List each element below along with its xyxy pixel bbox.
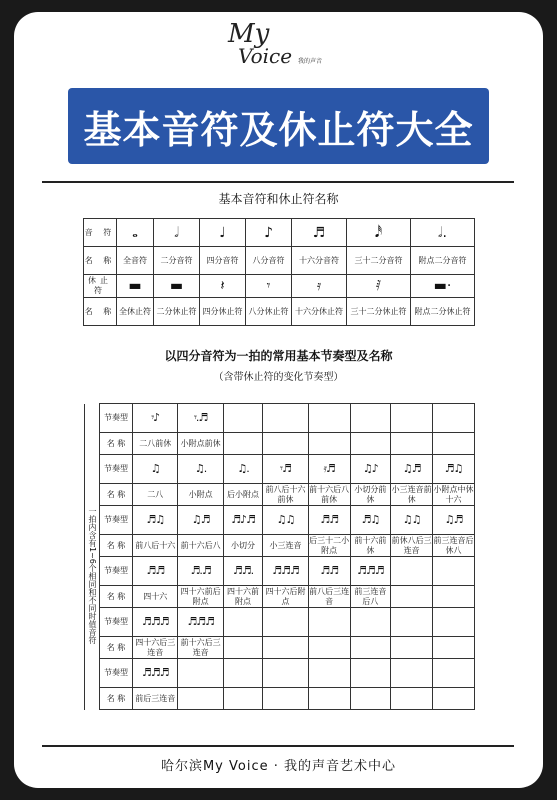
note-name: 十六分音符 bbox=[292, 247, 347, 275]
section1-title: 基本音符和休止符名称 bbox=[218, 192, 339, 206]
rhythm-name-cell: 前后三连音 bbox=[133, 688, 178, 710]
rhythm-name-cell bbox=[433, 586, 475, 608]
note-name: 二分音符 bbox=[154, 247, 200, 275]
rhythm-name-cell: 前三连音后八 bbox=[350, 586, 391, 608]
note-symbol: 𝅘𝅥𝅰 bbox=[347, 219, 411, 247]
rhythm-cell: ♬♫ bbox=[350, 506, 391, 535]
rhythm-name-cell bbox=[308, 637, 350, 659]
rhythm-cell bbox=[391, 404, 433, 433]
rhythm-name-cell: 前三连音后休八 bbox=[433, 535, 474, 555]
rhythm-name-cell bbox=[433, 688, 475, 710]
rhythm-cell bbox=[433, 557, 475, 586]
name-row bbox=[85, 586, 475, 608]
name-row bbox=[85, 535, 475, 557]
rhythm-name-cell bbox=[391, 688, 433, 710]
rhythm-cell: ♫♫ bbox=[263, 506, 308, 535]
rhythm-name-cell bbox=[263, 688, 308, 710]
rhythm-cell: 𝄾♬ bbox=[263, 455, 308, 484]
rhythm-label: 节奏型 bbox=[100, 659, 133, 688]
rhythm-name-cell bbox=[263, 637, 308, 659]
rhythm-cell bbox=[433, 608, 475, 637]
name-label: 名 称 bbox=[100, 484, 133, 506]
rhythm-patterns-table bbox=[84, 403, 475, 710]
rest-symbol: ▬· bbox=[410, 275, 474, 298]
rhythm-name-cell: 二八 bbox=[133, 484, 178, 506]
notes-rests-table bbox=[83, 218, 475, 326]
rhythm-cell bbox=[223, 404, 262, 433]
rhythm-name-cell bbox=[350, 688, 391, 710]
rhythm-row bbox=[85, 608, 475, 637]
rhythm-label: 节奏型 bbox=[100, 404, 133, 433]
row-label: 音 符 bbox=[84, 219, 117, 247]
rhythm-name-cell bbox=[391, 637, 433, 659]
name-label: 名 称 bbox=[100, 688, 133, 710]
rhythm-name-cell: 四十六前后附点 bbox=[178, 586, 223, 608]
rhythm-cell: ♬♫ bbox=[433, 455, 475, 484]
brand-logo bbox=[228, 20, 328, 76]
rhythm-name-cell bbox=[350, 433, 391, 455]
rhythm-name-cell: 前八后十六前休 bbox=[263, 484, 308, 506]
side-cell bbox=[85, 688, 100, 710]
rhythm-cell bbox=[433, 404, 475, 433]
rhythm-label: 节奏型 bbox=[100, 506, 133, 535]
rhythm-cell: ♬♬ bbox=[133, 557, 178, 586]
rest-symbol: 𝄽 bbox=[200, 275, 246, 298]
rhythm-cell: ♬♬. bbox=[223, 557, 262, 586]
rhythm-cell bbox=[350, 404, 391, 433]
banner-title: 基本音符及休止符大全 bbox=[83, 107, 474, 152]
name-label: 名 称 bbox=[100, 637, 133, 659]
rhythm-cell: 𝄾.♬ bbox=[178, 404, 223, 433]
side-cell bbox=[85, 455, 100, 484]
rhythm-name-cell: 前十六后八 bbox=[178, 535, 223, 557]
name-label: 名 称 bbox=[100, 586, 133, 608]
rhythm-cell: ♫♪ bbox=[350, 455, 391, 484]
rhythm-cell: ♬♬ bbox=[308, 557, 350, 586]
rhythm-cell bbox=[263, 659, 308, 688]
rhythm-cell bbox=[391, 659, 433, 688]
rhythm-cell bbox=[223, 608, 262, 637]
rhythm-cell: ♫♬ bbox=[391, 455, 433, 484]
rhythm-cell: ♬♫ bbox=[133, 506, 178, 535]
divider-bottom bbox=[42, 745, 514, 747]
row-label: 名 称 bbox=[84, 247, 117, 275]
rhythm-cell: ♫. bbox=[178, 455, 223, 484]
rest-name: 全休止符 bbox=[117, 298, 154, 326]
rhythm-name-cell: 前十六前休 bbox=[350, 535, 391, 557]
rest-name: 二分休止符 bbox=[154, 298, 200, 326]
rhythm-cell bbox=[433, 659, 475, 688]
name-row bbox=[85, 433, 475, 455]
rhythm-row bbox=[85, 506, 475, 535]
rhythm-cell: 𝄿♬ bbox=[308, 455, 350, 484]
rhythm-name-cell: 二八前休 bbox=[133, 433, 178, 455]
rhythm-name-cell: 前休八后三连音 bbox=[391, 535, 432, 555]
rhythm-cell bbox=[391, 608, 433, 637]
rhythm-name-cell bbox=[433, 637, 475, 659]
rhythm-cell bbox=[350, 659, 391, 688]
rhythm-cell: ♬♪♬ bbox=[223, 506, 262, 535]
note-symbol: 𝅗𝅥. bbox=[410, 219, 474, 247]
rhythm-cell bbox=[263, 404, 308, 433]
rhythm-name-cell bbox=[223, 637, 262, 659]
rhythm-name-cell: 四十六后三连音 bbox=[133, 637, 178, 659]
rhythm-name-cell: 四十六前附点 bbox=[223, 586, 262, 608]
rhythm-cell: ♬♬ bbox=[308, 506, 350, 535]
rhythm-name-cell bbox=[223, 433, 262, 455]
rhythm-cell: ♫. bbox=[223, 455, 262, 484]
rhythm-name-cell: 小附点 bbox=[178, 484, 223, 506]
rhythm-name-cell bbox=[308, 688, 350, 710]
rhythm-label: 节奏型 bbox=[100, 455, 133, 484]
rhythm-cell: ♬.♬ bbox=[178, 557, 223, 586]
rhythm-name-cell bbox=[433, 433, 475, 455]
name-row bbox=[85, 688, 475, 710]
row-label: 名 称 bbox=[84, 298, 117, 326]
rhythm-cell: ♬♬♬ bbox=[263, 557, 308, 586]
rest-symbol: 𝄾 bbox=[246, 275, 292, 298]
side-cell bbox=[85, 433, 100, 455]
rhythm-cell: ♬♬♬ bbox=[133, 608, 178, 637]
rest-symbol: 𝅀 bbox=[347, 275, 411, 298]
rhythm-name-cell: 小附点中休十六 bbox=[433, 484, 474, 504]
section2-title: 以四分音符为一拍的常用基本节奏型及名称 bbox=[164, 349, 393, 363]
rhythm-cell: ♫♬ bbox=[178, 506, 223, 535]
note-name: 三十二分音符 bbox=[347, 247, 411, 275]
rest-name: 十六分休止符 bbox=[292, 298, 347, 326]
side-cell bbox=[85, 404, 100, 433]
rhythm-cell bbox=[308, 659, 350, 688]
name-row bbox=[85, 637, 475, 659]
rhythm-name-cell bbox=[391, 586, 433, 608]
rest-symbol: 𝄿 bbox=[292, 275, 347, 298]
rhythm-cell bbox=[391, 557, 433, 586]
rhythm-name-cell bbox=[223, 688, 262, 710]
rhythm-name-cell bbox=[263, 433, 308, 455]
note-name: 全音符 bbox=[117, 247, 154, 275]
rhythm-name-cell: 后小附点 bbox=[223, 484, 262, 506]
rhythm-name-cell: 前八后三连音 bbox=[309, 586, 350, 606]
divider-top bbox=[42, 181, 514, 183]
note-name: 四分音符 bbox=[200, 247, 246, 275]
rhythm-label: 节奏型 bbox=[100, 557, 133, 586]
rhythm-cell bbox=[350, 608, 391, 637]
name-label: 名 称 bbox=[100, 433, 133, 455]
note-symbol: 𝅝 bbox=[117, 219, 154, 247]
rhythm-name-cell: 小切分 bbox=[223, 535, 262, 557]
rhythm-row bbox=[85, 455, 475, 484]
rhythm-name-cell: 小附点前休 bbox=[178, 433, 223, 455]
rhythm-cell: ♬♬♬ bbox=[178, 608, 223, 637]
rhythm-cell bbox=[308, 608, 350, 637]
row-label: 休止符 bbox=[84, 275, 117, 298]
rhythm-name-cell bbox=[308, 433, 350, 455]
rhythm-cell: ♫♬ bbox=[433, 506, 475, 535]
rest-symbol: ▬ bbox=[117, 275, 154, 298]
logo-line1: My bbox=[228, 19, 270, 49]
rhythm-name-cell: 小三连音 bbox=[263, 535, 308, 557]
rhythm-cell: ♫ bbox=[133, 455, 178, 484]
rhythm-name-cell: 前十六后三连音 bbox=[178, 637, 223, 659]
name-label: 名 称 bbox=[100, 535, 133, 557]
rest-name: 八分休止符 bbox=[246, 298, 292, 326]
rhythm-cell: ♬♬♬ bbox=[350, 557, 391, 586]
note-symbol: ♩ bbox=[200, 219, 246, 247]
side-label: 一拍内含有1~6个相同和不同时值音符 bbox=[88, 506, 97, 644]
note-name: 八分音符 bbox=[246, 247, 292, 275]
rhythm-name-cell: 四十六后附点 bbox=[263, 586, 308, 608]
rhythm-cell: ♬♬♬ bbox=[133, 659, 178, 688]
rhythm-name-cell: 前八后十六 bbox=[133, 535, 178, 557]
rhythm-row bbox=[85, 404, 475, 433]
rhythm-row bbox=[85, 557, 475, 586]
rhythm-name-cell: 小三连音前休 bbox=[391, 484, 432, 504]
rhythm-name-cell: 四十六 bbox=[133, 586, 178, 608]
rhythm-name-cell: 小切分前休 bbox=[350, 484, 391, 506]
rhythm-cell: ♫♫ bbox=[391, 506, 433, 535]
rhythm-cell: 𝄾♪ bbox=[133, 404, 178, 433]
rhythm-name-cell bbox=[178, 688, 223, 710]
note-symbol: ♪ bbox=[246, 219, 292, 247]
logo-line2: Voice bbox=[238, 44, 293, 68]
rhythm-name-cell bbox=[391, 433, 433, 455]
note-symbol: ♬ bbox=[292, 219, 347, 247]
rhythm-cell bbox=[308, 404, 350, 433]
rhythm-cell bbox=[178, 659, 223, 688]
logo-tagline: 我的声音 bbox=[298, 58, 323, 65]
section2-subtitle: （含带休止符的变化节奏型） bbox=[213, 372, 344, 383]
rhythm-name-cell bbox=[350, 637, 391, 659]
footer-text: 哈尔滨My Voice · 我的声音艺术中心 bbox=[160, 759, 397, 774]
rhythm-row bbox=[85, 659, 475, 688]
rest-symbol: ▬ bbox=[154, 275, 200, 298]
rest-name: 四分休止符 bbox=[200, 298, 246, 326]
rhythm-name-cell: 前十六后八前休 bbox=[309, 484, 350, 504]
rhythm-label: 节奏型 bbox=[100, 608, 133, 637]
note-symbol: 𝅗𝅥 bbox=[154, 219, 200, 247]
name-row bbox=[85, 484, 475, 506]
rhythm-cell bbox=[223, 659, 262, 688]
rest-name: 三十二分休止符 bbox=[347, 298, 411, 326]
rhythm-cell bbox=[263, 608, 308, 637]
rhythm-name-cell: 后三十二小附点 bbox=[309, 535, 350, 555]
note-name: 附点二分音符 bbox=[410, 247, 474, 275]
title-banner bbox=[68, 88, 489, 164]
rest-name: 附点二分休止符 bbox=[410, 298, 474, 326]
